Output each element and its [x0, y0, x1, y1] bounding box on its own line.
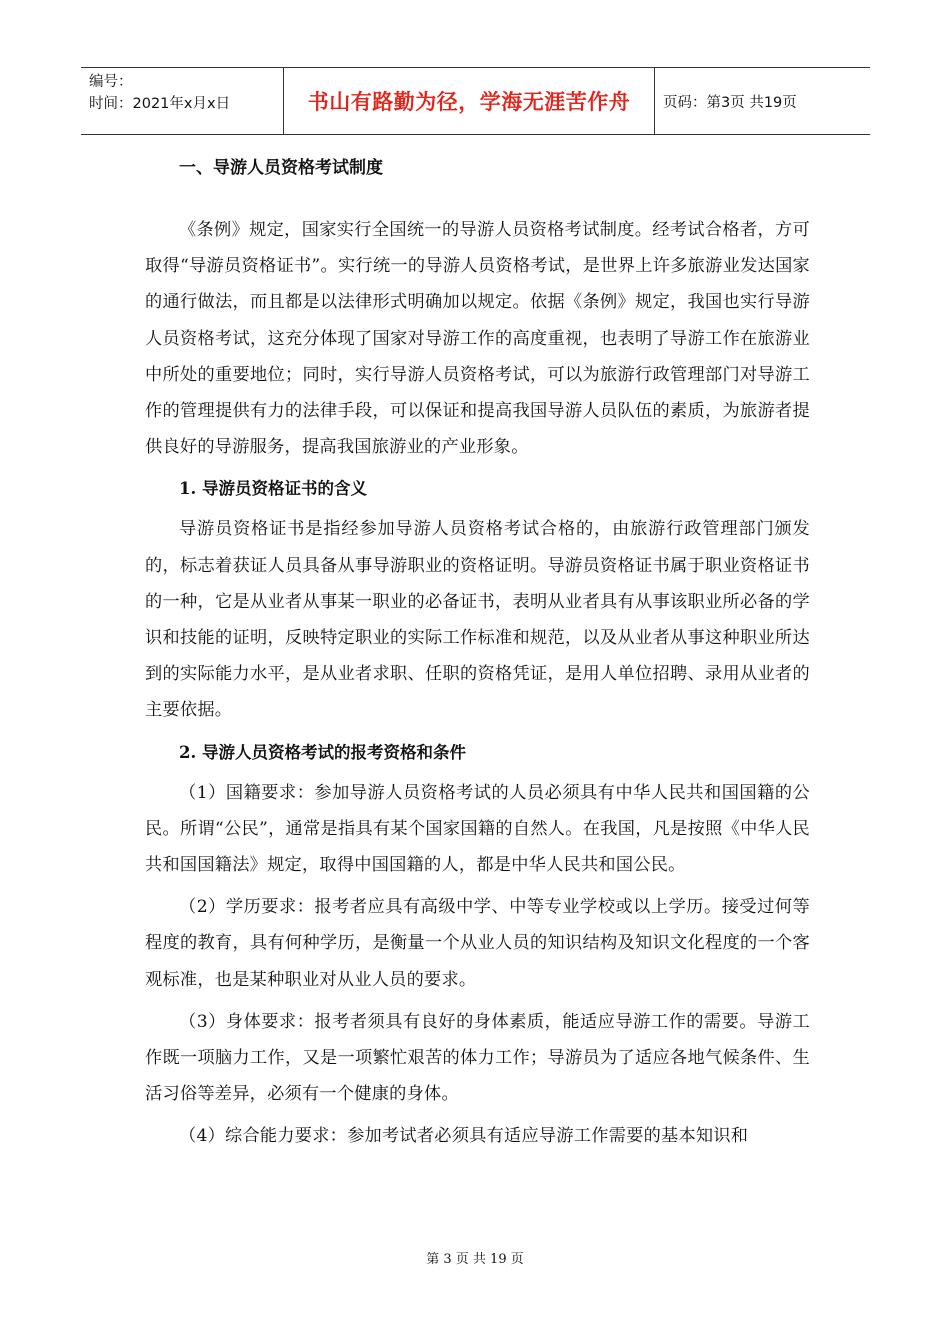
- subsection-title-1: 1. 导游员资格证书的含义: [179, 479, 367, 499]
- page-footer: 第 3 页 共 19 页: [426, 1252, 524, 1267]
- document-date: 时间：2021年x月x日: [89, 96, 231, 112]
- section-title: 一、导游人员资格考试制度: [179, 158, 383, 178]
- requirement-nationality: （1）国籍要求：参加导游人员资格考试的人员必须具有中华人民共和国国籍的公民。所谓“公民”，通常是指具有某个国家国籍的自然人。在我国，凡是按照《中华人民共和国国籍法》规定，取得中国国籍的人，都是中华人民共和国公民。: [145, 782, 810, 876]
- subsection-paragraph-1: 导游员资格证书是指经参加导游人员资格考试合格的，由旅游行政管理部门颁发的，标志着获证人员具备从事导游职业的资格证明。导游员资格证书属于职业资格证书的一种，它是从业者从事某一职业的必备证书，表明从业者具有从事该职业所必备的学识和技能的证明，反映特定职业的实际工作标准和规范，以及从业者从事这种职业所达到的实际能力水平，是从业者求职、任职的资格凭证，是用人单位招聘、录用从业者的主要依据。: [145, 519, 810, 721]
- intro-paragraph: 《条例》规定，国家实行全国统一的导游人员资格考试制度。经考试合格者，方可取得“导游员资格证书”。实行统一的导游人员资格考试，是世界上许多旅游业发达国家的通行做法，而且都是以法律形式明确加以规定。依据《条例》规定，我国也实行导游人员资格考试，这充分体现了国家对导游工作的高度重视，也表明了导游工作在旅游业中所处的重要地位；同时，实行导游人员资格考试，可以为旅游行政管理部门对导游工作的管理提供有力的法律手段，可以保证和提高我国导游人员队伍的素质，为旅游者提供良好的导游服务，提高我国旅游业的产业形象。: [145, 220, 810, 458]
- subsection-title-2: 2. 导游人员资格考试的报考资格和条件: [179, 742, 466, 762]
- document-body: [145, 150, 810, 1155]
- header-page-info: 页码：第3页 共19页: [663, 94, 797, 111]
- header-motto: 书山有路勤为径，学海无涯苦作舟: [283, 68, 655, 134]
- document-header: [81, 67, 870, 135]
- header-meta: [81, 68, 283, 134]
- requirement-health: （3）身体要求：报考者须具有良好的身体素质，能适应导游工作的需要。导游工作既一项脑力工作，又是一项繁忙艰苦的体力工作；导游员为了适应各地气候条件、生活习俗等差异，必须有一个健康的身体。: [145, 1011, 810, 1105]
- document-number-label: 编号：: [89, 74, 133, 90]
- requirement-ability: （4）综合能力要求：参加考试者必须具有适应导游工作需要的基本知识和: [179, 1126, 749, 1147]
- requirement-education: （2）学历要求：报考者应具有高级中学、中等专业学校或以上学历。接受过何等程度的教育，具有何种学历，是衡量一个从业人员的知识结构及知识文化程度的一个客观标准，也是某种职业对从业人员的要求。: [145, 897, 810, 990]
